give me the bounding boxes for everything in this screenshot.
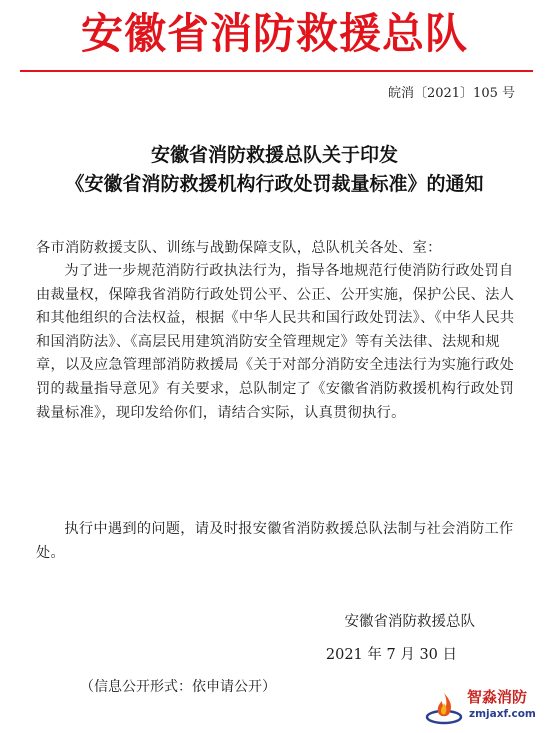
watermark-url: zmjaxf.com [469,708,536,720]
document-title-line2: 《安徽省消防救援机构行政处罚裁量标准》的通知 [65,173,484,195]
header-divider [20,70,533,72]
org-header-title: 安徽省消防救援总队 [80,9,468,58]
document-number: 皖消〔2021〕105 号 [387,86,515,101]
document-title-line1: 安徽省消防救援总队关于印发 [150,144,398,166]
body-paragraph-1: 为了进一步规范消防行政执法行为，指导各地规范行使消防行政处罚自由裁量权，保障我省消防行政处罚公平、公正、公开实施，保护公民、法人和其他组织的合法权益，根据《中华人民共和国行政处罚法》、《中华人民共和国消防法》、《高层民用建筑消防安全管理规定》等有关法律、法规和规章，以及应急管理部消防救援局《关于对部分消防安全违法行为实施行政处罚的裁量指导意见》有关要求，总队制定了《安徽省消防救援机构行政处罚裁量标准》，现印发给你们，请结合实际，认真贯彻执行。 [36,263,515,421]
issue-date: 2021 年 7 月 30 日 [325,647,457,663]
watermark-name: 智淼消防 [467,688,528,706]
disclosure-note: （信息公开形式：依申请公开） [80,679,276,695]
site-watermark [425,685,543,729]
body-paragraph-2: 执行中遇到的问题，请及时报安徽省消防救援总队法制与社会消防工作处。 [36,521,514,561]
salutation: 各市消防救援支队、训练与战勤保障支队，总队机关各处、室： [36,240,442,256]
signature: 安徽省消防救援总队 [344,614,475,630]
flame-logo-icon [425,689,469,725]
